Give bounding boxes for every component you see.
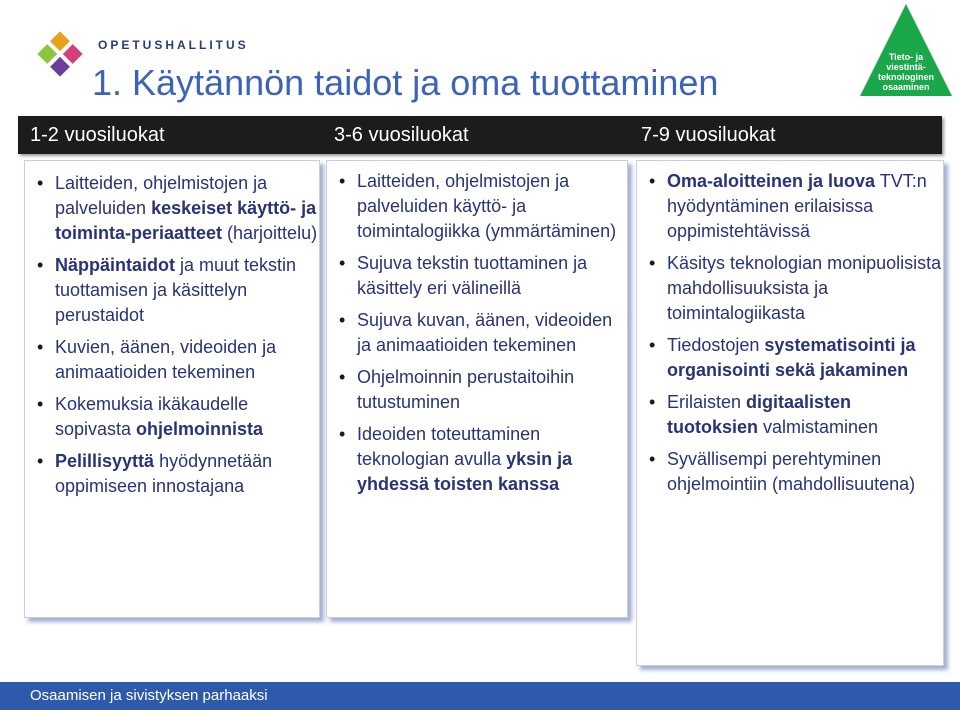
bullet-text-post: (harjoittelu) xyxy=(222,223,318,243)
badge-line: osaaminen xyxy=(882,82,930,92)
bullet-text-bold: Näppäintaidot xyxy=(55,255,175,275)
col3-list-item xyxy=(637,447,943,497)
bullet-text-bold: Pelillisyyttä xyxy=(55,451,155,471)
col3-list-item xyxy=(637,169,943,244)
col2-list-item xyxy=(327,251,627,301)
col2-list-item xyxy=(327,422,627,497)
badge-line: viestintä- xyxy=(886,62,926,72)
bullet-text-post: valmistaminen xyxy=(758,417,879,437)
col2-list-item xyxy=(327,365,627,415)
column-7-9 xyxy=(636,160,944,666)
bullet-text-pre: Sujuva kuvan, äänen, videoiden ja animaatioiden tekeminen xyxy=(357,310,613,355)
col1-list-item xyxy=(25,335,319,385)
col3-list-item xyxy=(637,251,943,326)
bullet-text-pre: Laitteiden, ohjelmistojen ja palveluiden xyxy=(55,173,268,218)
badge-line: teknologinen xyxy=(878,72,934,82)
bullet-text-pre: Tiedostojen xyxy=(667,335,765,355)
footer-text: Osaamisen ja sivistyksen parhaaksi xyxy=(30,687,268,704)
bullet-text-post: hyödynnetään oppimiseen innostajana xyxy=(55,451,273,496)
col2-list-item xyxy=(327,308,627,358)
col1-list-item xyxy=(25,392,319,442)
bullet-text-post: ja muut tekstin tuottamisen ja käsittelyn perustaidot xyxy=(55,255,297,325)
column-header-3-6: 3-6 vuosiluokat xyxy=(334,124,469,146)
bullet-text-pre: Käsitys teknologian monipuolisista mahdollisuuksista ja toimintalogiikasta xyxy=(667,253,942,323)
column-header-7-9: 7-9 vuosiluokat xyxy=(641,124,776,146)
brand-name: OPETUSHALLITUS xyxy=(98,38,249,52)
bullet-text-bold: Oma-aloitteinen ja luova xyxy=(667,171,876,191)
col2-list-item xyxy=(327,169,627,244)
bullet-text-bold: systematisointi ja organisointi sekä jakaminen xyxy=(667,335,916,380)
col1-list-item xyxy=(25,253,319,328)
opetushallitus-logo-icon xyxy=(30,24,90,84)
col3-list-item xyxy=(637,333,943,383)
columns-header xyxy=(18,116,942,154)
page-title: 1. Käytännön taidot ja oma tuottaminen xyxy=(92,62,719,103)
bullet-text-pre: Laitteiden, ohjelmistojen ja palveluiden käyttö- ja toimintalogiikka (ymmärtäminen) xyxy=(357,171,617,241)
bullet-text-pre: Kokemuksia ikäkaudelle sopivasta xyxy=(55,394,249,439)
bullet-text-pre: Syvällisempi perehtyminen ohjelmointiin (mahdollisuutena) xyxy=(667,449,916,494)
col3-list-item xyxy=(637,390,943,440)
column-1-2 xyxy=(24,160,320,618)
tvt-badge-icon xyxy=(858,2,954,98)
col1-list-item xyxy=(25,171,319,246)
bullet-text-post: TVT:n hyödyntäminen erilaisissa oppimistehtävissä xyxy=(667,171,927,241)
bullet-text-bold: keskeiset käyttö- ja toiminta-periaatteet xyxy=(55,198,317,243)
badge-line: Tieto- ja xyxy=(888,52,924,62)
bullet-text-pre: Erilaisten xyxy=(667,392,747,412)
bullet-text-pre: Ideoiden toteuttaminen teknologian avulla xyxy=(357,424,541,469)
column-3-6 xyxy=(326,160,628,618)
footer-bar xyxy=(0,682,960,710)
bullet-text-bold: ohjelmoinnista xyxy=(136,419,264,439)
bullet-text-bold: digitaalisten tuotoksien xyxy=(667,392,852,437)
bullet-text-bold: yksin ja yhdessä toisten kanssa xyxy=(357,449,573,494)
bullet-text-pre: Kuvien, äänen, videoiden ja animaatioiden tekeminen xyxy=(55,337,277,382)
column-header-1-2: 1-2 vuosiluokat xyxy=(30,124,165,146)
bullet-text-pre: Ohjelmoinnin perustaitoihin tutustuminen xyxy=(357,367,575,412)
col1-list-item xyxy=(25,449,319,499)
bullet-text-pre: Sujuva tekstin tuottaminen ja käsittely eri välineillä xyxy=(357,253,588,298)
